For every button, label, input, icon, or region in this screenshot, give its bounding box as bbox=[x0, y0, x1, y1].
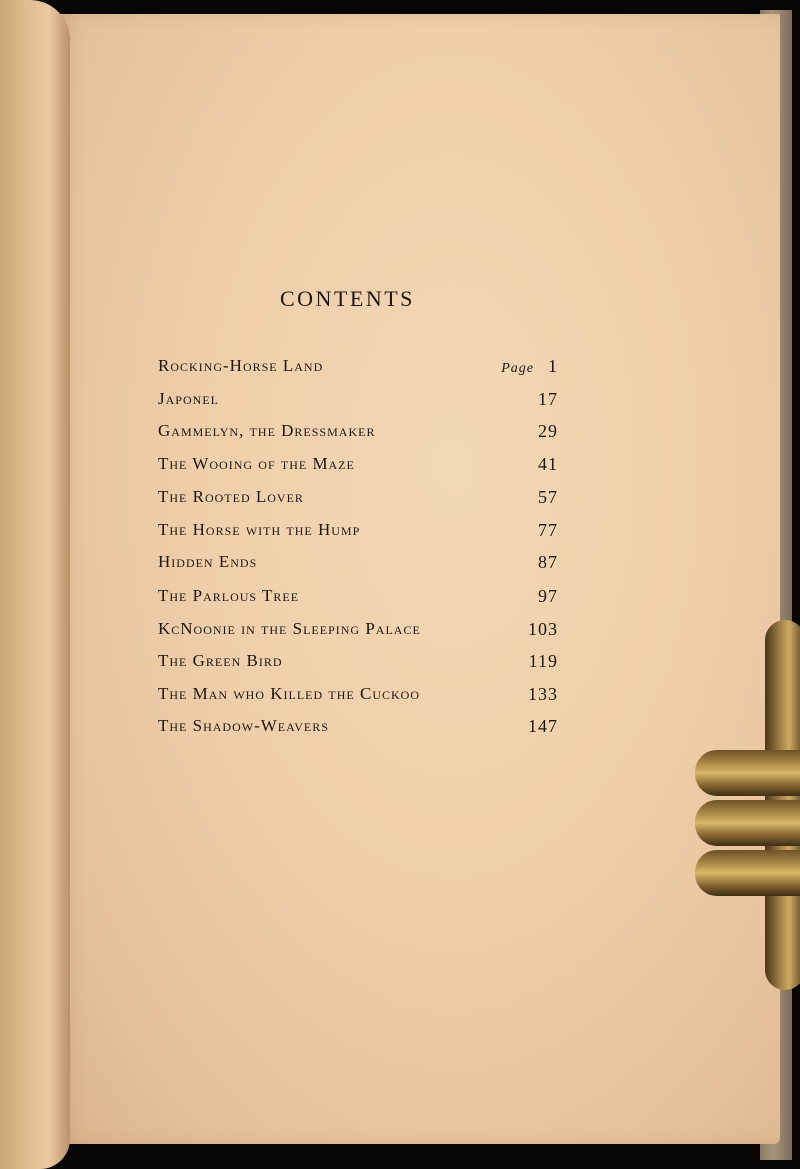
toc-entry-title: Hidden Ends bbox=[158, 552, 258, 571]
toc-row bbox=[158, 421, 558, 451]
page-label: Page bbox=[501, 361, 534, 376]
toc-row bbox=[158, 619, 558, 649]
toc-row bbox=[158, 684, 558, 714]
toc-row bbox=[158, 356, 558, 386]
toc-entry-title: Gammelyn, the Dressmaker bbox=[158, 421, 376, 440]
toc-row bbox=[158, 586, 558, 616]
toc-entry-page: 133 bbox=[528, 684, 558, 704]
toc-entry-title: The Parlous Tree bbox=[158, 586, 300, 605]
toc-row bbox=[158, 487, 558, 517]
toc-entry-page: 97 bbox=[538, 586, 558, 606]
toc-entry-page: 41 bbox=[538, 454, 558, 474]
toc-row bbox=[158, 651, 558, 681]
toc-row bbox=[158, 716, 558, 746]
toc-entry-title: The Rooted Lover bbox=[158, 487, 304, 506]
toc-entry-title: Rocking-Horse Land bbox=[158, 356, 324, 375]
toc-entry-page: 29 bbox=[538, 421, 558, 441]
contents-heading: CONTENTS bbox=[280, 286, 415, 311]
toc-entry-page: 17 bbox=[538, 389, 558, 409]
toc-entry-title: KcNoonie in the Sleeping Palace bbox=[158, 619, 421, 638]
toc-entry-title: The Horse with the Hump bbox=[158, 520, 361, 539]
toc-entry-page: 57 bbox=[538, 487, 558, 507]
toc-entry-page: 103 bbox=[528, 619, 558, 639]
toc-entry-title: The Shadow-Weavers bbox=[158, 716, 329, 735]
toc-row bbox=[158, 454, 558, 484]
toc-entry-page: 87 bbox=[538, 552, 558, 572]
toc-entry-page: 119 bbox=[528, 651, 558, 671]
toc-entry-title: The Wooing of the Maze bbox=[158, 454, 355, 473]
toc-entry-title: Japonel bbox=[158, 389, 219, 408]
toc-entry-page: 147 bbox=[528, 716, 558, 736]
toc-entry-page bbox=[501, 356, 558, 377]
page-number: 1 bbox=[548, 356, 558, 376]
toc-row bbox=[158, 552, 558, 582]
toc-entry-title: The Man who Killed the Cuckoo bbox=[158, 684, 420, 703]
toc-row bbox=[158, 520, 558, 550]
toc-entry-title: The Green Bird bbox=[158, 651, 283, 670]
toc-entry-page: 77 bbox=[538, 520, 558, 540]
toc-row bbox=[158, 389, 558, 419]
